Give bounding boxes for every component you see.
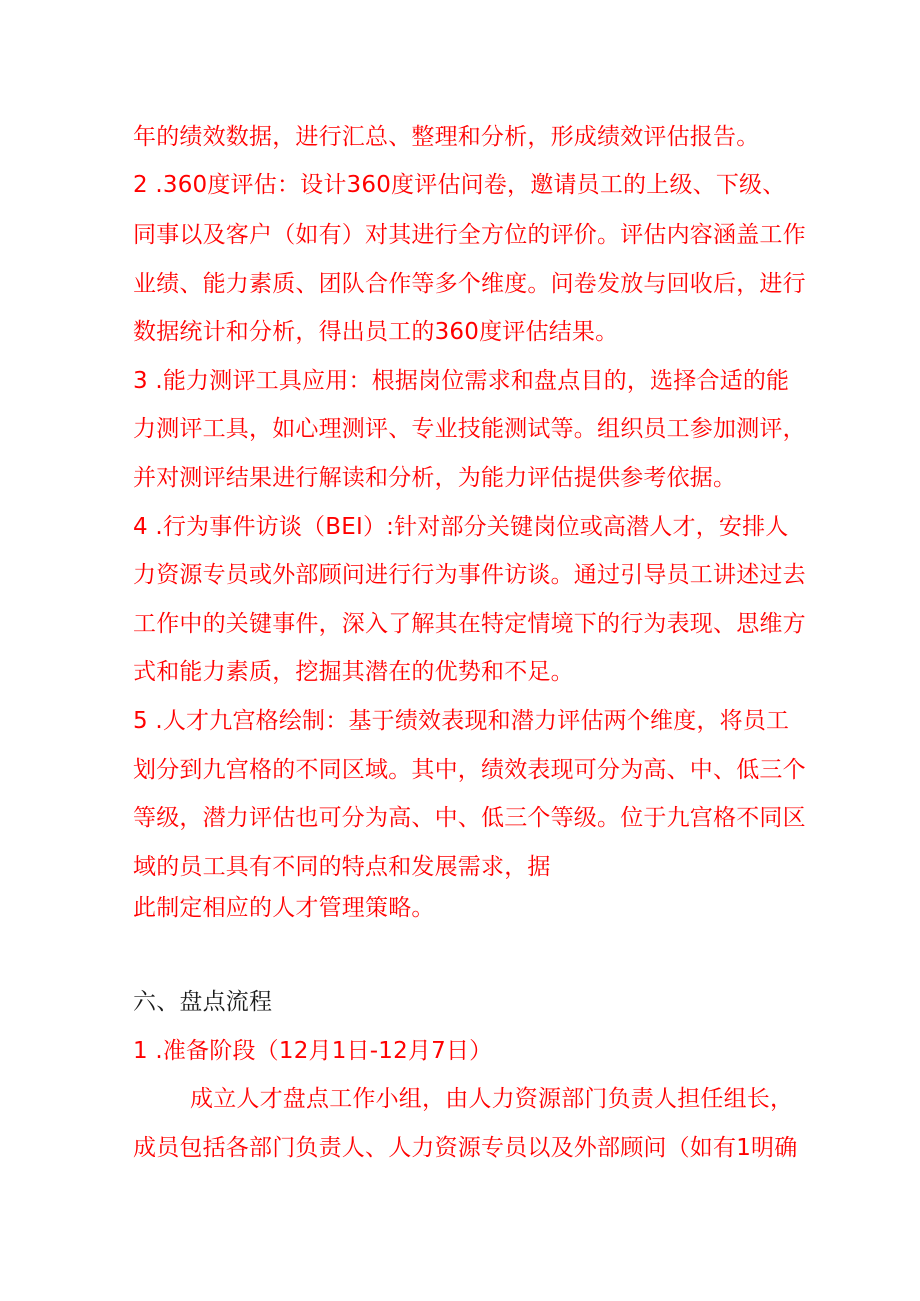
paragraph-line: 力资源专员或外部顾问进行行为事件访谈。通过引导员工讲述过去 bbox=[133, 562, 806, 588]
paragraph-line: 工作中的关键事件，深入了解其在特定情境下的行为表现、思维方 bbox=[133, 611, 806, 637]
section-heading: 六、盘点流程 bbox=[133, 989, 273, 1015]
paragraph-line: 等级，潜力评估也可分为高、中、低三个等级。位于九宫格不同区 bbox=[133, 805, 806, 831]
paragraph-line: 年的绩效数据，进行汇总、整理和分析，形成绩效评估报告。 bbox=[133, 124, 760, 150]
step-1-body-line: 成员包括各部门负责人、人力资源专员以及外部顾问（如有1明确 bbox=[133, 1135, 798, 1161]
paragraph-line: 并对测评结果进行解读和分析，为能力评估提供参考依据。 bbox=[133, 465, 737, 491]
paragraph-line: 力测评工具，如心理测评、专业技能测试等。组织员工参加测评， bbox=[133, 416, 806, 442]
list-item-nine-box-grid: 5 .人才九宫格绘制：基于绩效表现和潜力评估两个维度，将员工 bbox=[133, 708, 790, 734]
paragraph-line: 式和能力素质，挖掘其潜在的优势和不足。 bbox=[133, 659, 574, 685]
list-item-ability-assessment: 3 .能力测评工具应用：根据岗位需求和盘点目的，选择合适的能 bbox=[133, 368, 790, 394]
paragraph-line: 同事以及客户（如有）对其进行全方位的评价。评估内容涵盖工作 bbox=[133, 222, 806, 248]
step-1-title: 1 .准备阶段（12月1日-12月7日） bbox=[133, 1038, 493, 1064]
list-item-360-evaluation: 2 .360度评估：设计360度评估问卷，邀请员工的上级、下级、 bbox=[133, 172, 786, 198]
list-item-bei-interview: 4 .行为事件访谈（BEI）:针对部分关键岗位或高潜人才，安排人 bbox=[133, 514, 789, 540]
paragraph-line: 划分到九宫格的不同区域。其中，绩效表现可分为高、中、低三个 bbox=[133, 757, 806, 783]
paragraph-line: 域的员工具有不同的特点和发展需求，据 bbox=[133, 854, 551, 880]
paragraph-line: 此制定相应的人才管理策略。 bbox=[133, 895, 435, 921]
step-1-body-line: 成立人才盘点工作小组，由人力资源部门负责人担任组长， bbox=[190, 1086, 794, 1112]
paragraph-line: 数据统计和分析，得出员工的360度评估结果。 bbox=[133, 319, 619, 345]
paragraph-line: 业绩、能力素质、团队合作等多个维度。问卷发放与回收后，进行 bbox=[133, 271, 806, 297]
